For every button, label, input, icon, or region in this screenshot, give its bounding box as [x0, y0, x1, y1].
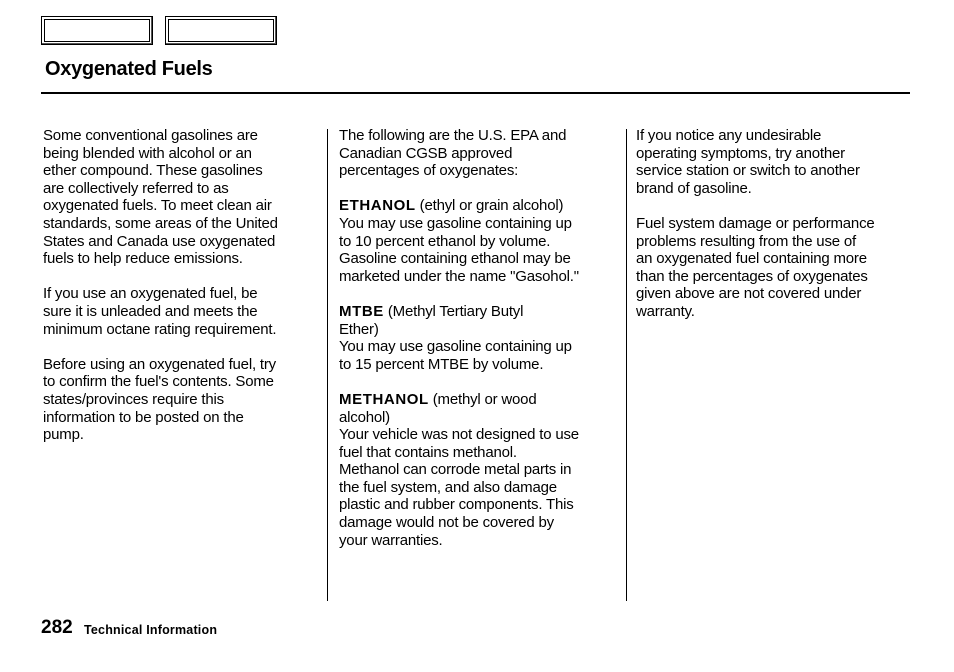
paragraph-unleaded-requirement: If you use an oxygenated fuel, be sure it is unleaded and meets the minimum octane rating requirement. — [43, 285, 277, 338]
column-2 — [339, 127, 619, 567]
column-3 — [636, 127, 916, 338]
paragraph-warranty-note: Fuel system damage or performance problems resulting from the use of an oxygenated fuel containing more than the percentages of oxygenates given above are not covered under warranty. — [636, 214, 875, 320]
mtbe-text: You may use gasoline containing up to 15 percent MTBE by volume. — [339, 338, 572, 373]
paragraph-approved-percentages: The following are the U.S. EPA and Canadian CGSB approved percentages of oxygenates: — [339, 127, 567, 180]
methanol-text: Your vehicle was not designed to use fuel that contains methanol. Methanol can corrode metal parts in the fuel system, and also damage plastic and rubber components. This damage would not be covered by your warranties. — [339, 426, 579, 549]
previous-page-button[interactable] — [41, 16, 153, 45]
column-divider-1 — [327, 129, 328, 601]
paragraph-oxygenated-intro: Some conventional gasolines are being blended with alcohol or an ether compound. These gasolines are collectively referred to as oxygenated fuels. To meet clean air standards, some areas of the United States and Canada use oxygenated fuels to help reduce emissions. — [43, 127, 278, 268]
title-divider — [41, 92, 910, 94]
section-methanol — [339, 391, 619, 549]
section-mtbe — [339, 303, 619, 373]
ethanol-description: (ethyl or grain alcohol) — [415, 197, 564, 215]
section-ethanol — [339, 197, 619, 285]
mtbe-description: (Methyl Tertiary Butyl Ether) — [339, 302, 524, 338]
next-page-button[interactable] — [165, 16, 277, 45]
ethanol-term: ETHANOL — [339, 197, 416, 215]
column-divider-2 — [626, 129, 627, 601]
column-1 — [43, 127, 318, 461]
methanol-description: (methyl or wood alcohol) — [339, 390, 537, 426]
section-label: Technical Information — [84, 623, 218, 637]
page-title: Oxygenated Fuels — [45, 58, 213, 80]
methanol-term: METHANOL — [339, 390, 429, 408]
ethanol-text: You may use gasoline containing up to 10 percent ethanol by volume. Gasoline containing ethanol may be marketed under the name "Gasohol." — [339, 214, 579, 285]
paragraph-confirm-contents: Before using an oxygenated fuel, try to confirm the fuel's contents. Some states/provinces require this information to be posted on the pump. — [43, 355, 276, 444]
mtbe-term: MTBE — [339, 302, 384, 320]
page-number: 282 — [41, 617, 73, 638]
paragraph-undesirable-symptoms: If you notice any undesirable operating symptoms, try another service station or switch to another brand of gasoline. — [636, 127, 860, 197]
